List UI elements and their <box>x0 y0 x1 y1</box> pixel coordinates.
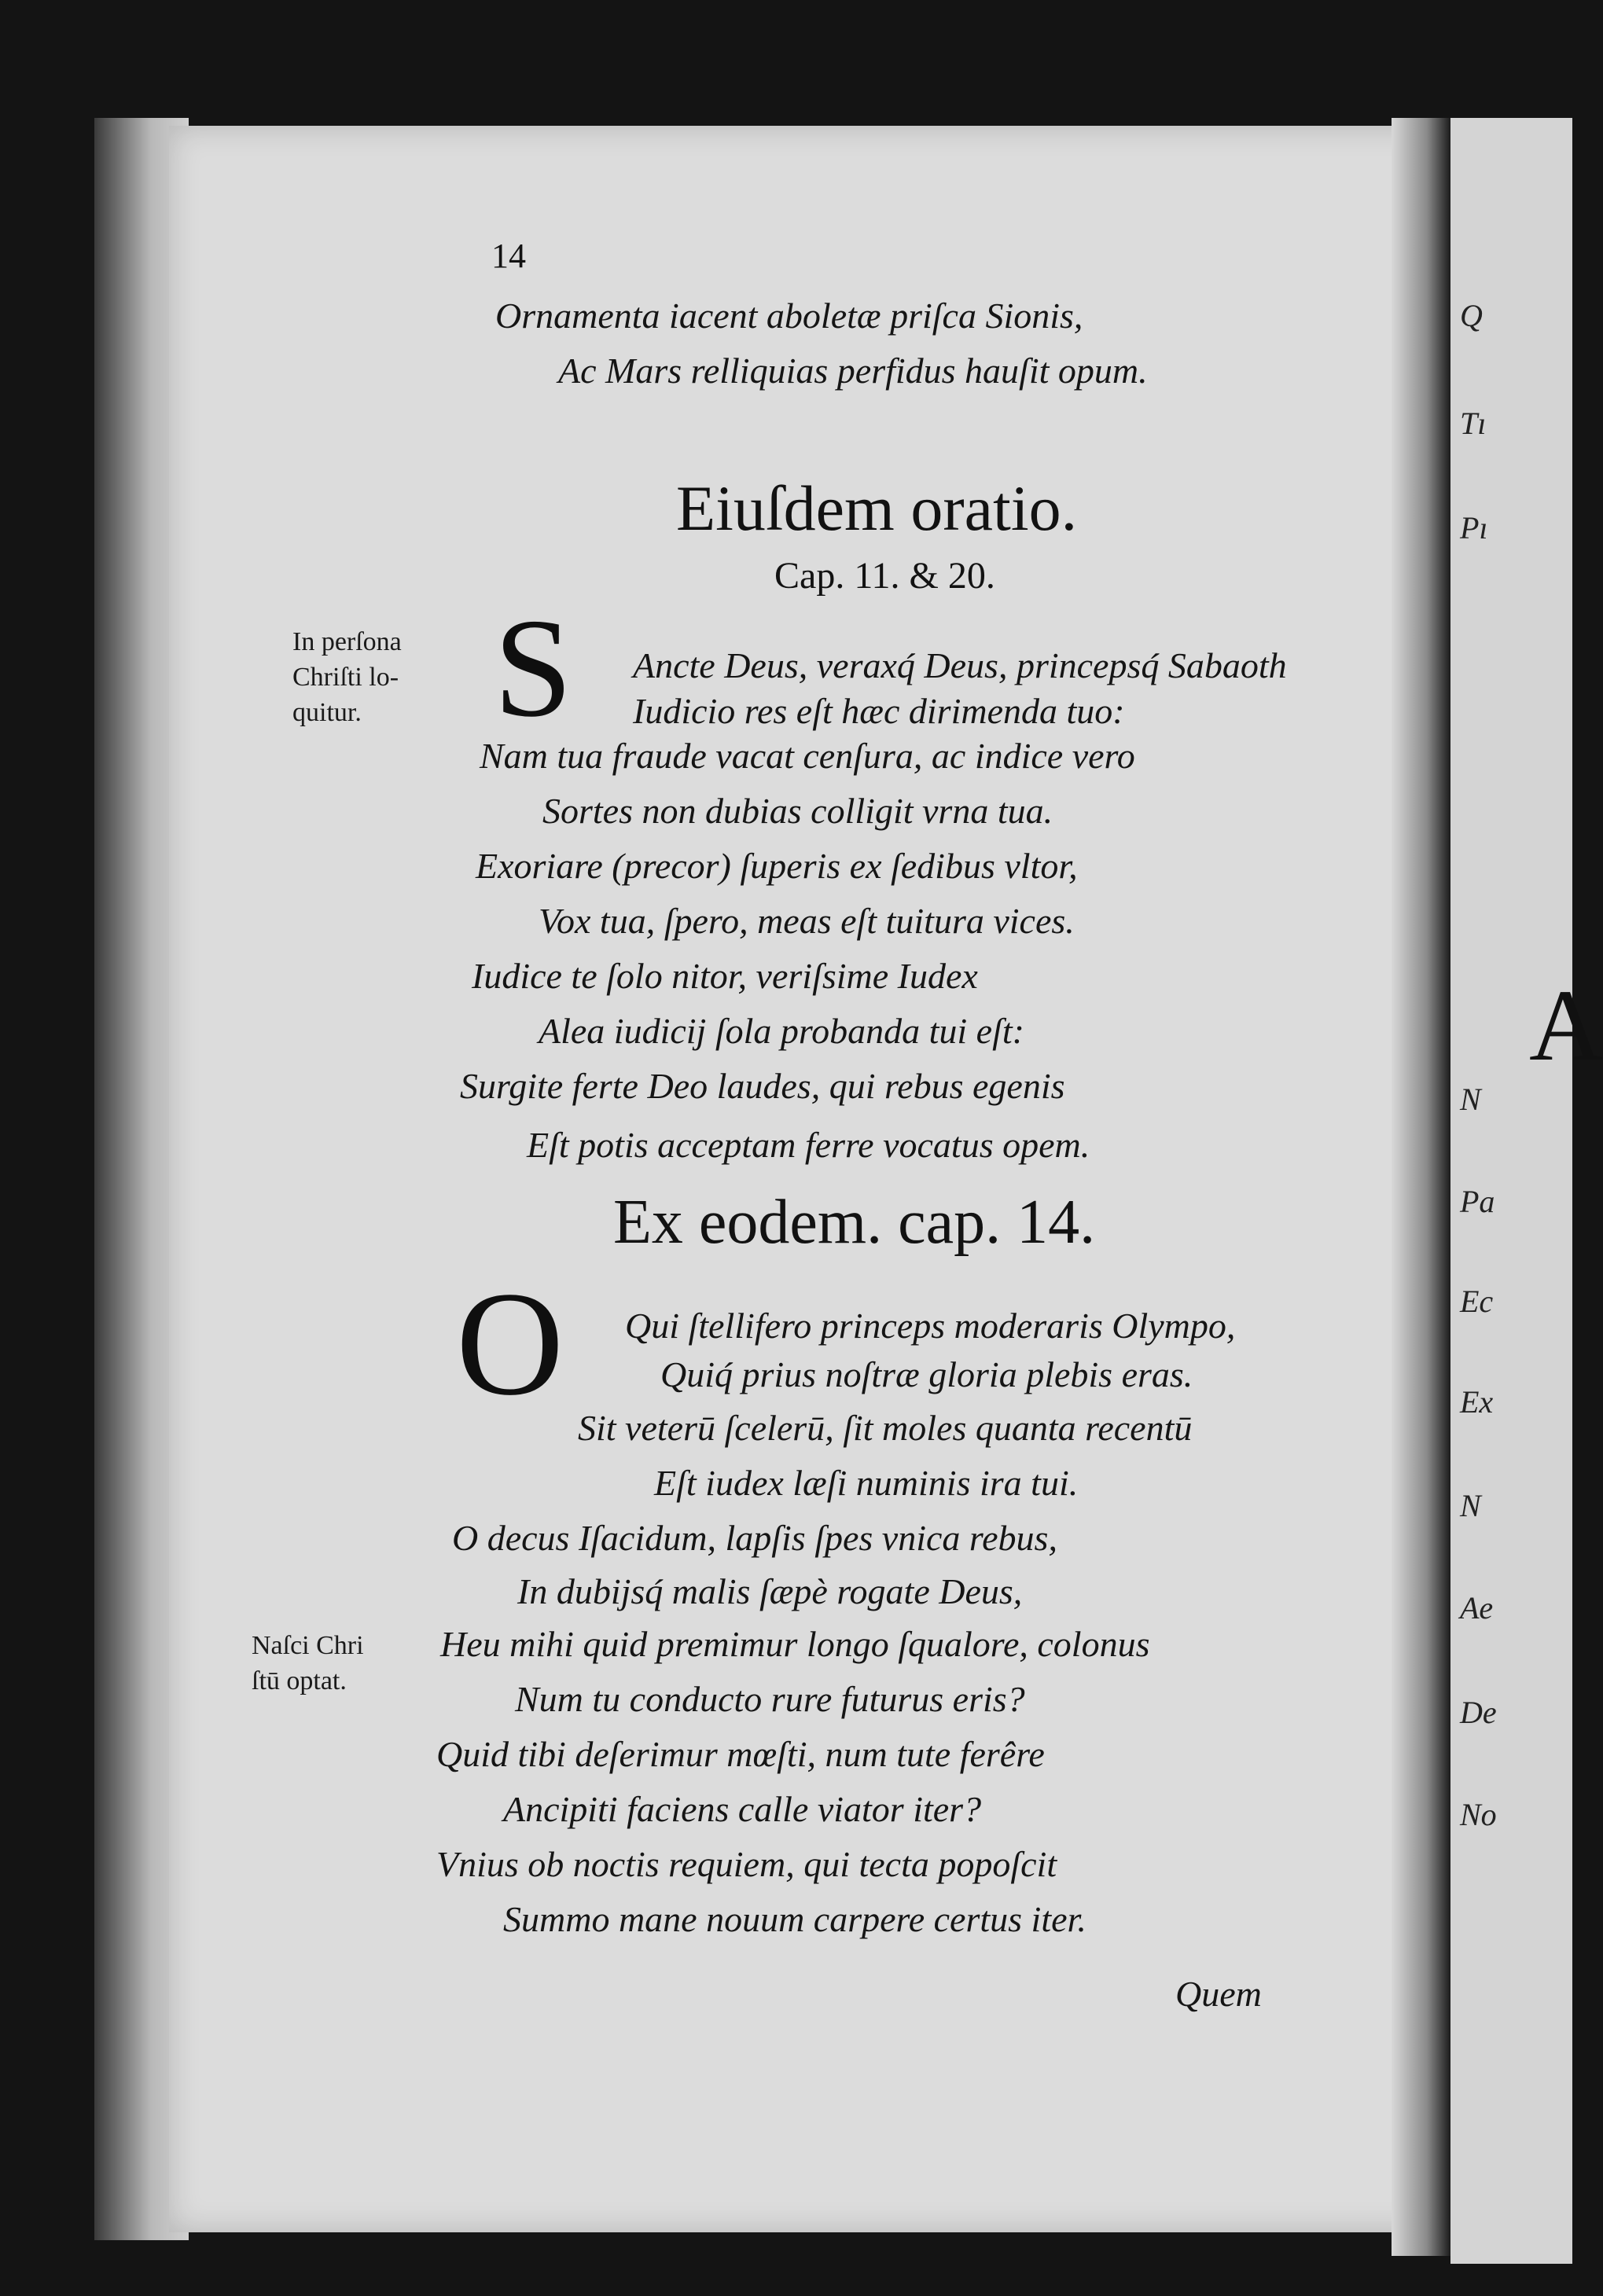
verse-line: Eſt iudex læſi numinis ira tui. <box>654 1463 1079 1503</box>
verse-line: O decus Iſacidum, lapſis ſpes vnica rebus, <box>452 1518 1057 1558</box>
verse-line: Vox tua, ſpero, meas eſt tuitura vices. <box>539 901 1075 941</box>
verse-line: Num tu conducto rure futurus eris? <box>515 1679 1025 1719</box>
margin-note-line: quitur. <box>292 698 362 727</box>
right-page-fragment: Pa <box>1460 1184 1495 1219</box>
margin-note-line: In perſona <box>292 627 402 656</box>
verse-line: Qui ſtellifero princeps moderaris Olympo, <box>625 1306 1236 1346</box>
verse-line: Alea iudicij ſola probanda tui eſt: <box>539 1011 1024 1051</box>
chapter-reference: Cap. 11. & 20. <box>774 555 995 597</box>
page-number: 14 <box>491 237 526 275</box>
verse-line: Exoriare (precor) ſuperis ex ſedibus vltor, <box>476 846 1078 886</box>
verse-line: Iudice te ſolo nitor, veriſsime Iudex <box>472 956 978 996</box>
right-page-dropcap: A <box>1529 969 1603 1082</box>
section-title: Eiuſdem oratio. <box>676 472 1078 544</box>
right-page-fragment: Tı <box>1460 406 1487 441</box>
verse-line: Heu mihi quid premimur longo ſqualore, colonus <box>440 1624 1150 1664</box>
verse-line: Nam tua fraude vacat cenſura, ac indice vero <box>480 736 1135 776</box>
verse-line: Iudicio res eſt hæc dirimenda tuo: <box>633 691 1125 731</box>
verse-line: Ornamenta iacent aboletæ priſca Sionis, <box>495 296 1083 336</box>
drop-cap: O <box>456 1262 564 1427</box>
verse-line: Vnius ob noctis requiem, qui tecta popoſcit <box>436 1844 1057 1884</box>
right-page-fragment: Ae <box>1460 1590 1494 1626</box>
verse-line: Surgite ferte Deo laudes, qui rebus egenis <box>460 1066 1065 1106</box>
margin-note-line: Chriſti lo- <box>292 663 399 692</box>
margin-note-line: Naſci Chri <box>252 1631 364 1660</box>
right-page-fragment: De <box>1460 1695 1497 1730</box>
right-page-fragment: Ex <box>1460 1384 1494 1420</box>
verse-line: Quid tibi deſerimur mœſti, num tute ferêre <box>436 1734 1045 1774</box>
verse-line: Ancipiti faciens calle viator iter? <box>503 1789 982 1829</box>
verse-line: Ancte Deus, veraxq́ Deus, princepsq́ Sabaoth <box>633 645 1287 685</box>
right-page-fragment: Ec <box>1460 1284 1494 1319</box>
verse-line: Summo mane nouum carpere certus iter. <box>503 1899 1086 1939</box>
book-gutter <box>1392 118 1450 2256</box>
verse-line: Sit veterū ſcelerū, ſit moles quanta recentū <box>578 1408 1193 1448</box>
right-page-fragment: No <box>1460 1797 1497 1832</box>
right-page-fragment: Pı <box>1460 510 1488 546</box>
book-page-right <box>1450 118 1572 2264</box>
verse-line: In dubijsq́ malis ſæpè rogate Deus, <box>517 1571 1023 1611</box>
verse-line: Eſt potis acceptam ferre vocatus opem. <box>527 1125 1090 1165</box>
verse-line: Ac Mars relliquias perfidus hauſit opum. <box>558 351 1148 391</box>
verse-line: Sortes non dubias colligit vrna tua. <box>542 791 1053 831</box>
catchword: Quem <box>1175 1974 1262 2014</box>
right-page-fragment: N <box>1460 1488 1481 1523</box>
right-page-fragment: N <box>1460 1082 1481 1117</box>
drop-cap: S <box>494 590 573 746</box>
section-title: Ex eodem. cap. 14. <box>613 1188 1096 1257</box>
verse-line: Quiq́ prius noſtræ gloria plebis eras. <box>660 1354 1193 1394</box>
margin-note-line: ſtū optat. <box>252 1666 347 1695</box>
right-page-fragment: Q <box>1460 298 1483 333</box>
